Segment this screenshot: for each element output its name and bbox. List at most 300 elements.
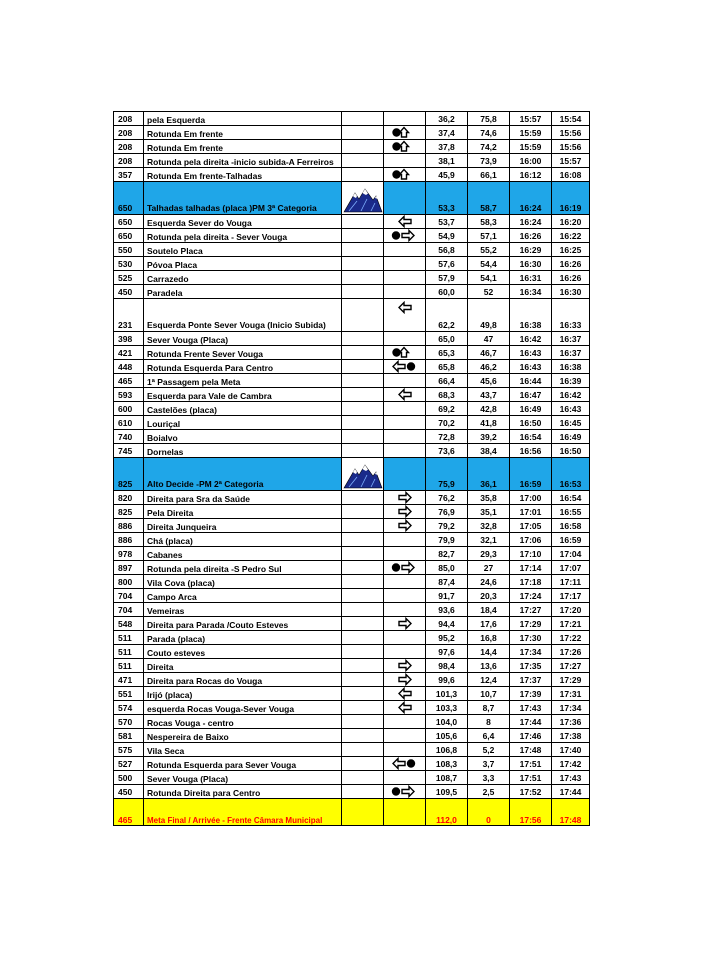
arrow-left-icon: [391, 389, 419, 399]
time-fast-cell: 16:30: [510, 257, 552, 271]
table-row: [114, 743, 590, 757]
table-row: [114, 757, 590, 771]
route-table: [113, 111, 590, 826]
altitude-cell: 897: [114, 561, 144, 575]
direction-cell: [384, 701, 426, 715]
km-cell: 79,2: [426, 519, 468, 533]
km-remaining-cell: 54,1: [468, 271, 510, 285]
description-cell: esquerda Rocas Vouga-Sever Vouga: [144, 701, 342, 715]
description-cell: Esquerda para Vale de Cambra: [144, 388, 342, 402]
description-cell: Esquerda Ponte Sever Vouga (Inicio Subida): [144, 299, 342, 332]
direction-cell: [384, 271, 426, 285]
category-cell: [342, 589, 384, 603]
altitude-cell: 548: [114, 617, 144, 631]
altitude-cell: 978: [114, 547, 144, 561]
description-cell: Vemeiras: [144, 603, 342, 617]
arrow-left-icon: [391, 302, 419, 312]
altitude-cell: 398: [114, 332, 144, 346]
table-row: [114, 785, 590, 799]
direction-cell: [384, 285, 426, 299]
table-row: [114, 771, 590, 785]
category-cell: [342, 402, 384, 416]
category-cell: [342, 533, 384, 547]
km-cell: 65,3: [426, 346, 468, 360]
km-cell: 112,0: [426, 799, 468, 826]
time-slow-cell: 16:39: [552, 374, 590, 388]
time-slow-cell: 17:42: [552, 757, 590, 771]
category-cell: [342, 659, 384, 673]
altitude-cell: 704: [114, 589, 144, 603]
time-fast-cell: 16:54: [510, 430, 552, 444]
category-cell: [342, 374, 384, 388]
time-slow-cell: 16:22: [552, 229, 590, 243]
km-cell: 108,3: [426, 757, 468, 771]
table-row: [114, 168, 590, 182]
km-remaining-cell: 39,2: [468, 430, 510, 444]
time-slow-cell: 17:36: [552, 715, 590, 729]
altitude-cell: 574: [114, 701, 144, 715]
category-cell: [342, 729, 384, 743]
altitude-cell: 208: [114, 112, 144, 126]
direction-cell: [384, 374, 426, 388]
arrow-right-icon: [391, 660, 419, 670]
time-slow-cell: 17:07: [552, 561, 590, 575]
time-fast-cell: 17:52: [510, 785, 552, 799]
direction-cell: [384, 243, 426, 257]
km-cell: 105,6: [426, 729, 468, 743]
km-cell: 76,9: [426, 505, 468, 519]
km-remaining-cell: 58,7: [468, 182, 510, 215]
altitude-cell: 511: [114, 659, 144, 673]
time-slow-cell: 16:37: [552, 332, 590, 346]
time-slow-cell: 16:59: [552, 533, 590, 547]
km-cell: 85,0: [426, 561, 468, 575]
table-row: [114, 243, 590, 257]
table-row: [114, 575, 590, 589]
time-fast-cell: 17:51: [510, 771, 552, 785]
km-remaining-cell: 24,6: [468, 575, 510, 589]
time-fast-cell: 16:31: [510, 271, 552, 285]
time-fast-cell: 16:34: [510, 285, 552, 299]
time-fast-cell: 15:57: [510, 112, 552, 126]
altitude-cell: 704: [114, 603, 144, 617]
altitude-cell: 650: [114, 229, 144, 243]
time-fast-cell: 17:00: [510, 491, 552, 505]
direction-cell: [384, 575, 426, 589]
km-cell: 65,8: [426, 360, 468, 374]
description-cell: 1ª Passagem pela Meta: [144, 374, 342, 388]
time-slow-cell: 16:30: [552, 285, 590, 299]
direction-cell: [384, 589, 426, 603]
km-cell: 91,7: [426, 589, 468, 603]
category-cell: [342, 112, 384, 126]
altitude-cell: 886: [114, 519, 144, 533]
category-cell: [342, 140, 384, 154]
time-fast-cell: 16:43: [510, 360, 552, 374]
direction-cell: [384, 715, 426, 729]
km-remaining-cell: 3,7: [468, 757, 510, 771]
altitude-cell: 570: [114, 715, 144, 729]
time-fast-cell: 16:47: [510, 388, 552, 402]
time-fast-cell: 17:10: [510, 547, 552, 561]
km-remaining-cell: 66,1: [468, 168, 510, 182]
category-cell: [342, 673, 384, 687]
category-cell: [342, 491, 384, 505]
category-cell: [342, 799, 384, 826]
altitude-cell: 500: [114, 771, 144, 785]
description-cell: Campo Arca: [144, 589, 342, 603]
time-fast-cell: 17:44: [510, 715, 552, 729]
arrow-right-icon: [391, 506, 419, 516]
time-fast-cell: 17:27: [510, 603, 552, 617]
time-fast-cell: 16:38: [510, 299, 552, 332]
direction-cell: [384, 416, 426, 430]
km-cell: 65,0: [426, 332, 468, 346]
time-fast-cell: 17:30: [510, 631, 552, 645]
direction-cell: [384, 729, 426, 743]
description-cell: Rotunda pela direita - Sever Vouga: [144, 229, 342, 243]
time-slow-cell: 16:38: [552, 360, 590, 374]
altitude-cell: 421: [114, 346, 144, 360]
time-slow-cell: 17:31: [552, 687, 590, 701]
altitude-cell: 231: [114, 299, 144, 332]
time-fast-cell: 15:59: [510, 140, 552, 154]
category-cell: [342, 505, 384, 519]
km-remaining-cell: 29,3: [468, 547, 510, 561]
mountain-climb-icon: [342, 463, 383, 489]
km-cell: 95,2: [426, 631, 468, 645]
table-row: [114, 673, 590, 687]
km-remaining-cell: 32,8: [468, 519, 510, 533]
altitude-cell: 600: [114, 402, 144, 416]
description-cell: Carrazedo: [144, 271, 342, 285]
km-cell: 54,9: [426, 229, 468, 243]
time-slow-cell: 16:58: [552, 519, 590, 533]
category-cell: [342, 126, 384, 140]
time-slow-cell: 17:34: [552, 701, 590, 715]
category-cell: [342, 346, 384, 360]
arrow-left-icon: [391, 216, 419, 226]
description-cell: Sever Vouga (Placa): [144, 332, 342, 346]
km-cell: 66,4: [426, 374, 468, 388]
table-row: [114, 533, 590, 547]
description-cell: Vila Cova (placa): [144, 575, 342, 589]
km-cell: 37,4: [426, 126, 468, 140]
altitude-cell: 208: [114, 126, 144, 140]
km-remaining-cell: 54,4: [468, 257, 510, 271]
table-row: [114, 444, 590, 458]
direction-cell: [384, 785, 426, 799]
altitude-cell: 450: [114, 285, 144, 299]
category-cell: [342, 388, 384, 402]
time-fast-cell: 16:24: [510, 182, 552, 215]
km-cell: 82,7: [426, 547, 468, 561]
km-remaining-cell: 18,4: [468, 603, 510, 617]
description-cell: Paradela: [144, 285, 342, 299]
direction-cell: [384, 757, 426, 771]
time-slow-cell: 16:26: [552, 271, 590, 285]
time-slow-cell: 16:33: [552, 299, 590, 332]
arrow-left-icon: [391, 688, 419, 698]
km-cell: 94,4: [426, 617, 468, 631]
table-row: [114, 257, 590, 271]
direction-cell: [384, 346, 426, 360]
altitude-cell: 820: [114, 491, 144, 505]
km-remaining-cell: 12,4: [468, 673, 510, 687]
description-cell: Rotunda Frente Sever Vouga: [144, 346, 342, 360]
direction-cell: [384, 126, 426, 140]
table-row: [114, 112, 590, 126]
time-slow-cell: 16:50: [552, 444, 590, 458]
time-slow-cell: 16:43: [552, 402, 590, 416]
altitude-cell: 465: [114, 374, 144, 388]
time-slow-cell: 17:17: [552, 589, 590, 603]
description-cell: Alto Decide -PM 2ª Categoria: [144, 458, 342, 491]
time-fast-cell: 17:01: [510, 505, 552, 519]
description-cell: Rotunda pela direita -inicio subida-A Ferreiros: [144, 154, 342, 168]
direction-cell: [384, 168, 426, 182]
km-cell: 60,0: [426, 285, 468, 299]
table-row: [114, 285, 590, 299]
direction-cell: [384, 771, 426, 785]
table-row: [114, 687, 590, 701]
table-row: [114, 229, 590, 243]
direction-cell: [384, 360, 426, 374]
altitude-cell: 551: [114, 687, 144, 701]
km-cell: 72,8: [426, 430, 468, 444]
roundabout-right-icon: [391, 230, 419, 240]
description-cell: Meta Final / Arrivée - Frente Câmara Municipal: [144, 799, 342, 826]
roundabout-straight-icon: [391, 169, 419, 179]
km-cell: 104,0: [426, 715, 468, 729]
description-cell: Direita Junqueira: [144, 519, 342, 533]
table-row: [114, 729, 590, 743]
direction-cell: [384, 533, 426, 547]
km-cell: 68,3: [426, 388, 468, 402]
category-cell: [342, 416, 384, 430]
altitude-cell: 800: [114, 575, 144, 589]
time-slow-cell: 17:38: [552, 729, 590, 743]
roundabout-right-icon: [391, 786, 419, 796]
time-fast-cell: 16:59: [510, 458, 552, 491]
direction-cell: [384, 299, 426, 332]
direction-cell: [384, 257, 426, 271]
table-row: [114, 505, 590, 519]
km-cell: 79,9: [426, 533, 468, 547]
km-remaining-cell: 46,7: [468, 346, 510, 360]
km-cell: 76,2: [426, 491, 468, 505]
km-cell: 57,6: [426, 257, 468, 271]
direction-cell: [384, 505, 426, 519]
time-fast-cell: 17:48: [510, 743, 552, 757]
km-remaining-cell: 36,1: [468, 458, 510, 491]
km-remaining-cell: 74,2: [468, 140, 510, 154]
altitude-cell: 208: [114, 154, 144, 168]
time-fast-cell: 17:39: [510, 687, 552, 701]
time-slow-cell: 17:11: [552, 575, 590, 589]
table-row: [114, 491, 590, 505]
direction-cell: [384, 154, 426, 168]
direction-cell: [384, 491, 426, 505]
table-row: [114, 617, 590, 631]
category-cell: [342, 519, 384, 533]
time-slow-cell: 16:37: [552, 346, 590, 360]
table-row: [114, 715, 590, 729]
description-cell: Rotunda Em frente: [144, 126, 342, 140]
km-remaining-cell: 3,3: [468, 771, 510, 785]
altitude-cell: 650: [114, 182, 144, 215]
direction-cell: [384, 112, 426, 126]
left-roundabout-icon: [391, 361, 419, 371]
direction-cell: [384, 673, 426, 687]
time-slow-cell: 16:25: [552, 243, 590, 257]
km-cell: 93,6: [426, 603, 468, 617]
km-remaining-cell: 74,6: [468, 126, 510, 140]
table-row: [114, 346, 590, 360]
time-slow-cell: 15:56: [552, 140, 590, 154]
description-cell: Direita para Parada /Couto Esteves: [144, 617, 342, 631]
time-slow-cell: 17:43: [552, 771, 590, 785]
altitude-cell: 511: [114, 645, 144, 659]
direction-cell: [384, 332, 426, 346]
roundabout-right-icon: [391, 562, 419, 572]
description-cell: Soutelo Placa: [144, 243, 342, 257]
description-cell: Rocas Vouga - centro: [144, 715, 342, 729]
category-cell: [342, 617, 384, 631]
description-cell: pela Esquerda: [144, 112, 342, 126]
category-cell: [342, 257, 384, 271]
altitude-cell: 357: [114, 168, 144, 182]
km-cell: 87,4: [426, 575, 468, 589]
time-fast-cell: 17:56: [510, 799, 552, 826]
direction-cell: [384, 603, 426, 617]
category-cell: [342, 444, 384, 458]
arrow-right-icon: [391, 520, 419, 530]
description-cell: Póvoa Placa: [144, 257, 342, 271]
km-remaining-cell: 35,1: [468, 505, 510, 519]
km-cell: 53,7: [426, 215, 468, 229]
km-remaining-cell: 5,2: [468, 743, 510, 757]
km-remaining-cell: 20,3: [468, 589, 510, 603]
time-slow-cell: 17:29: [552, 673, 590, 687]
km-remaining-cell: 73,9: [468, 154, 510, 168]
time-fast-cell: 17:37: [510, 673, 552, 687]
km-remaining-cell: 35,8: [468, 491, 510, 505]
time-fast-cell: 16:00: [510, 154, 552, 168]
table-row: [114, 547, 590, 561]
altitude-cell: 740: [114, 430, 144, 444]
km-remaining-cell: 46,2: [468, 360, 510, 374]
category-cell: [342, 154, 384, 168]
km-remaining-cell: 10,7: [468, 687, 510, 701]
arrow-right-icon: [391, 674, 419, 684]
direction-cell: [384, 140, 426, 154]
direction-cell: [384, 659, 426, 673]
description-cell: Dornelas: [144, 444, 342, 458]
time-slow-cell: 16:08: [552, 168, 590, 182]
altitude-cell: 581: [114, 729, 144, 743]
time-slow-cell: 17:21: [552, 617, 590, 631]
table-row: [114, 416, 590, 430]
km-remaining-cell: 55,2: [468, 243, 510, 257]
time-slow-cell: 17:22: [552, 631, 590, 645]
km-remaining-cell: 16,8: [468, 631, 510, 645]
table-row: [114, 182, 590, 215]
time-slow-cell: 17:40: [552, 743, 590, 757]
km-cell: 75,9: [426, 458, 468, 491]
description-cell: Sever Vouga (Placa): [144, 771, 342, 785]
km-cell: 62,2: [426, 299, 468, 332]
direction-cell: [384, 182, 426, 215]
altitude-cell: 825: [114, 458, 144, 491]
km-remaining-cell: 41,8: [468, 416, 510, 430]
table-row: [114, 271, 590, 285]
altitude-cell: 448: [114, 360, 144, 374]
direction-cell: [384, 561, 426, 575]
table-row: [114, 154, 590, 168]
direction-cell: [384, 458, 426, 491]
description-cell: Parada (placa): [144, 631, 342, 645]
km-remaining-cell: 45,6: [468, 374, 510, 388]
time-fast-cell: 17:34: [510, 645, 552, 659]
altitude-cell: 745: [114, 444, 144, 458]
time-slow-cell: 16:42: [552, 388, 590, 402]
time-slow-cell: 16:54: [552, 491, 590, 505]
km-cell: 57,9: [426, 271, 468, 285]
route-table-body: [114, 112, 590, 826]
km-remaining-cell: 13,6: [468, 659, 510, 673]
description-cell: Direita: [144, 659, 342, 673]
altitude-cell: 525: [114, 271, 144, 285]
time-slow-cell: 16:26: [552, 257, 590, 271]
table-row: [114, 374, 590, 388]
altitude-cell: 471: [114, 673, 144, 687]
time-slow-cell: 15:57: [552, 154, 590, 168]
roundabout-straight-icon: [391, 127, 419, 137]
time-slow-cell: 15:54: [552, 112, 590, 126]
category-cell: [342, 785, 384, 799]
direction-cell: [384, 519, 426, 533]
time-fast-cell: 17:29: [510, 617, 552, 631]
km-remaining-cell: 8: [468, 715, 510, 729]
direction-cell: [384, 645, 426, 659]
km-cell: 70,2: [426, 416, 468, 430]
km-cell: 69,2: [426, 402, 468, 416]
time-slow-cell: 17:44: [552, 785, 590, 799]
description-cell: Direita para Rocas do Vouga: [144, 673, 342, 687]
km-cell: 53,3: [426, 182, 468, 215]
category-cell: [342, 215, 384, 229]
time-slow-cell: 16:55: [552, 505, 590, 519]
km-remaining-cell: 0: [468, 799, 510, 826]
table-row: [114, 299, 590, 332]
table-row: [114, 701, 590, 715]
direction-cell: [384, 799, 426, 826]
direction-cell: [384, 547, 426, 561]
time-fast-cell: 16:49: [510, 402, 552, 416]
description-cell: Louriçal: [144, 416, 342, 430]
km-remaining-cell: 14,4: [468, 645, 510, 659]
time-fast-cell: 16:42: [510, 332, 552, 346]
description-cell: Rotunda pela direita -S Pedro Sul: [144, 561, 342, 575]
altitude-cell: 650: [114, 215, 144, 229]
category-cell: [342, 243, 384, 257]
km-remaining-cell: 57,1: [468, 229, 510, 243]
category-cell: [342, 631, 384, 645]
km-remaining-cell: 32,1: [468, 533, 510, 547]
arrow-right-icon: [391, 618, 419, 628]
time-fast-cell: 17:43: [510, 701, 552, 715]
